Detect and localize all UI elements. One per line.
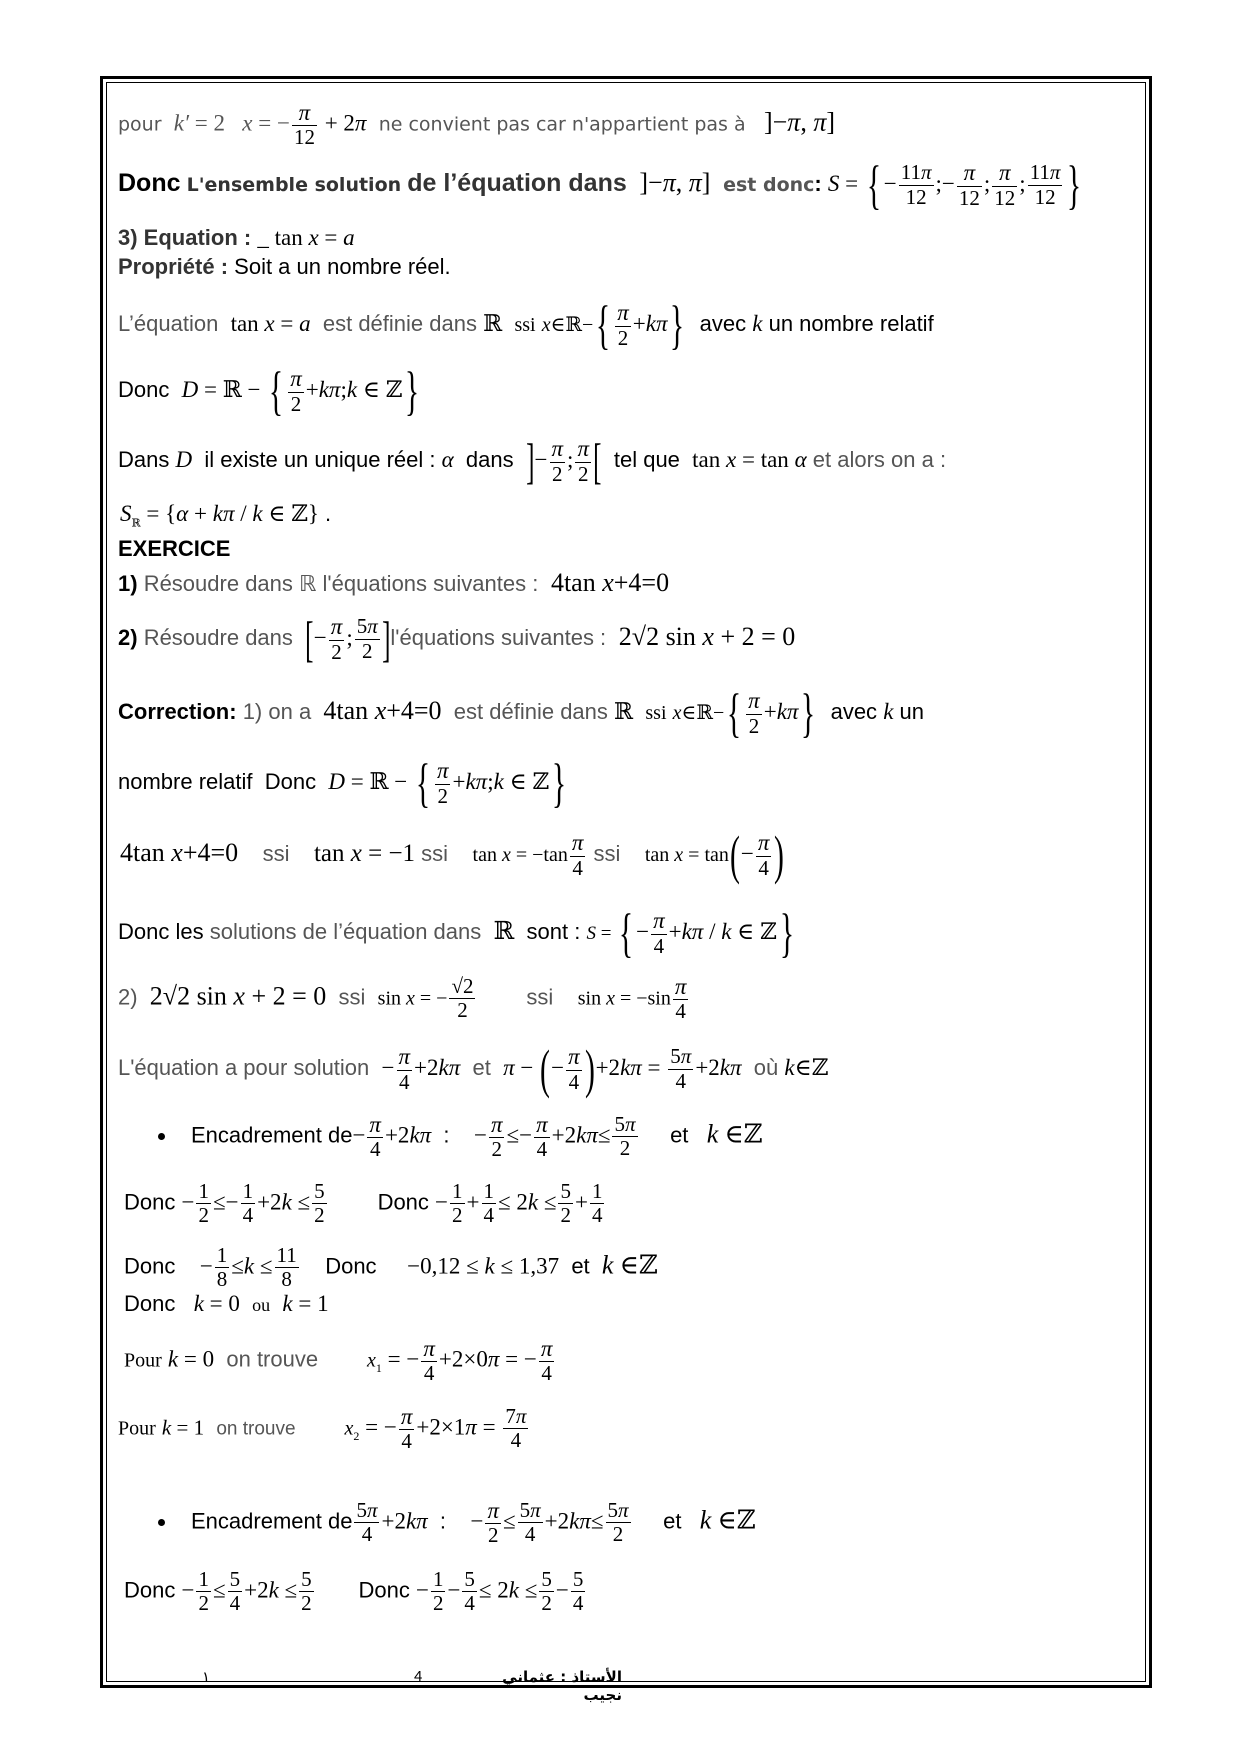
correction-line: Correction: 1) on a 4tan x+4=0 est définie dans ℝ ssi x∈ℝ−{ $\frac{\pi}{2}$ +kπ} avec k un bbox=[118, 683, 925, 743]
bound-1-step1: Donc − $\frac{1}{2}$ ≤− $\frac{1}{4}$ +2k ≤ $\frac{5}{2}$ Donc − $\frac{1}{2}$ + $\frac{1}{4}$ ≤ 2k ≤ $\frac{5}{2}$ + $\frac{1}{4}$ bbox=[124, 1179, 603, 1228]
line-kprime: pour k′ = 2 x = − $\frac{\pi}{12}$ + 2π ne convient pas car n'appartient pas à ]−π, π] bbox=[118, 100, 836, 150]
bound-1-k-values: Donc k = 0 ou k = 1 bbox=[124, 1291, 329, 1316]
footer-page-mark: ١ bbox=[202, 1669, 211, 1686]
footer-author: الأستاذ : عثماني نجيب bbox=[502, 1668, 622, 1704]
property: Propriété : Soit a un nombre réel. bbox=[118, 254, 451, 279]
correction-solutions: Donc les solutions de l’équation dans ℝ sont : S = { − $\frac{\pi}{4}$ +kπ / k ∈ ℤ} bbox=[118, 903, 794, 963]
k1-result: Pour k = 1 on trouve $x_2$ = − $\frac{\pi}{4}$ +2×1π = $\frac{7\pi}{4}$ bbox=[118, 1404, 527, 1454]
bound-1: Encadrement de− $\frac{\pi}{4}$ +2kπ : − $\frac{\pi}{2}$ ≤− $\frac{\pi}{4}$ +2kπ≤ $\frac{5\pi}{2}$ et k ∈ℤ bbox=[158, 1112, 763, 1161]
footer-page-number: 4 bbox=[414, 1668, 423, 1685]
exercise-title: EXERCICE bbox=[118, 536, 231, 561]
bound-2: Encadrement de $\frac{5\pi}{4}$ +2kπ : − $\frac{\pi}{2}$ ≤ $\frac{5\pi}{4}$ +2kπ≤ $\frac{5\pi}{2}$ et k ∈ℤ bbox=[158, 1498, 756, 1547]
k0-result: Pour k = 0 on trouve $x_1$ = − $\frac{\pi}{4}$ +2×0π = − $\frac{\pi}{4}$ bbox=[124, 1336, 553, 1386]
line-solution-set: Donc L'ensemble solution de l’équation dans ]−π, π] est donc: S = { − $\frac{11\pi}{12}$ ;− $\frac{\pi}{12}$ ; $\frac{\pi}{12}$ ; $\frac{11\pi}{12}$ } bbox=[118, 155, 1082, 215]
exercise-q2: 2) Résoudre dans [− $\frac{\pi}{2}$ ; $\frac{5\pi}{2}$ ]l'équations suivantes : 2√2 sin x + 2 = 0 bbox=[118, 611, 796, 667]
part2-chain: 2) 2√2 sin x + 2 = 0 ssi sin x = − $\frac{√2}{2}$ ssi sin x = −sin $\frac{\pi}{4}$ bbox=[118, 974, 687, 1024]
line-general-solution: $S_ℝ = \{\alpha + k\pi / k$ ∈ ℤ} . bbox=[120, 501, 332, 530]
exercise-q1: 1) Résoudre dans ℝ l'équations suivantes : 4tan x+4=0 bbox=[118, 568, 670, 597]
section-3-title: 3) Equation : _ tan x = a bbox=[118, 225, 355, 250]
line-domain: Donc D = ℝ − { $\frac{\pi}{2}$ +kπ;k ∈ ℤ} bbox=[118, 361, 420, 421]
correction-chain: 4tan x+4=0 ssi tan x = −1 ssi tan x = −tan $\frac{\pi}{4}$ ssi tan x = tan(− $\frac{\pi}{4}$ ) bbox=[120, 825, 785, 885]
bound-2-step1: Donc − $\frac{1}{2}$ ≤ $\frac{5}{4}$ +2k ≤ $\frac{5}{2}$ Donc − $\frac{1}{2}$ − $\frac{5}{4}$ ≤ 2k ≤ $\frac{5}{2}$ − $\frac{5}{4}$ bbox=[124, 1567, 584, 1616]
line-unique-real: Dans D il existe un unique réel : α dans ]− $\frac{\pi}{2}$ ; $\frac{\pi}{2}$ [ tel que tan x = tan α et alors on a : bbox=[118, 433, 947, 489]
bullet-icon bbox=[158, 1519, 165, 1526]
correction-domain: nombre relatif Donc D = ℝ − { $\frac{\pi}{2}$ +kπ;k ∈ ℤ} bbox=[118, 753, 567, 813]
line-definition: L’équation tan x = a est définie dans ℝ ssi x∈ℝ−{ $\frac{\pi}{2}$ +kπ} avec k un nombre relatif bbox=[118, 295, 934, 355]
bullet-icon bbox=[158, 1133, 165, 1140]
bound-1-step2: Donc − $\frac{1}{8}$ ≤k ≤ $\frac{11}{8}$ Donc −0,12 ≤ k ≤ 1,37 et k ∈ℤ bbox=[124, 1243, 658, 1292]
part2-solutions: L'équation a pour solution − $\frac{\pi}{4}$ +2kπ et π − (− $\frac{\pi}{4}$ )+2kπ = $\frac{5\pi}{4}$ +2kπ où k∈ℤ bbox=[118, 1039, 829, 1099]
